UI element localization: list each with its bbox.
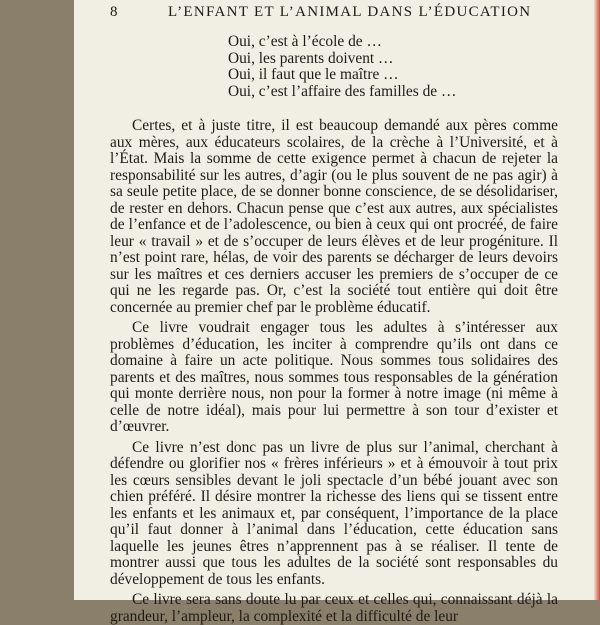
verse-block <box>228 34 558 100</box>
paragraph: Ce livre sera sans doute lu par ceux et celles qui, connaissant déjà la grandeur, l’ampleur, la complexité et la difficulté de leur <box>110 591 558 625</box>
book-page <box>74 0 600 625</box>
verse-line: Oui, il faut que le maître … <box>228 66 399 83</box>
verse-line: Oui, c’est l’affaire des familles de … <box>228 82 457 100</box>
body-text <box>110 34 558 625</box>
page-number: 8 <box>110 4 118 20</box>
verse-line: Oui, les parents doivent … <box>228 49 394 67</box>
running-title: L’ENFANT ET L’ANIMAL DANS L’ÉDUCATION <box>168 4 532 20</box>
paragraph: Certes, et à juste titre, il est beaucoup demandé aux pères comme aux mères, aux éducateurs scolaires, de la crèche à l’Université, et à l’État. Mais la somme de cette exigence permet à chacun de rejeter la responsabilité sur les autres, d’agir (ou le plus souvent de ne pas agir) à sa seule petite place, de se donner bonne conscience, de se désolidariser, de rester en dehors. Chacun pense que c’est aux autres, aux spécialistes de l’enfance et de l’adolescence, ou bien à ceux qui ont procréé, de faire leur « travail » et de s’occuper de leurs élèves et de leur progéniture. Il n’est point rare, hélas, de voir des parents se décharger de leurs devoirs sur les maîtres et ces derniers accuser les premiers de s’occuper de ce qui ne les regarde pas. Or, c’est la société tout entière qui doit être concernée au premier chef par le problème éducatif. <box>110 117 558 316</box>
paragraph: Ce livre n’est donc pas un livre de plus sur l’animal, cherchant à défendre ou glorifier nos « frères inférieurs » et à émouvoir à tout prix les cœurs sensibles devant le joli spectacle d’un bébé jouant avec son chien préféré. Il désire montrer la richesse des liens qui se tissent entre les enfants et les animaux et, par conséquent, l’importance de la place qu’il faut donner à l’animal dans l’éducation, cette éducation sans laquelle les jeunes êtres n’apprennent pas à se réaliser. Il tente de montrer aussi que tous les adultes de la société sont responsables du développement de tous les enfants. <box>110 438 558 588</box>
paragraph: Ce livre voudrait engager tous les adultes à s’intéresser aux problèmes d’éducation, les inciter à comprendre qu’ils ont dans ce domaine à faire un acte politique. Nous sommes tous solidaires des parents et des maîtres, nous sommes tous responsables de la génération qui monte derrière nous, non pour la former à notre image (ni même à celle de notre idéal), mais pour lui permettre à son tour d’exister et d’œuvrer. <box>110 319 558 435</box>
page-header <box>110 4 590 24</box>
verse-line: Oui, c’est à l’école de … <box>228 33 382 50</box>
